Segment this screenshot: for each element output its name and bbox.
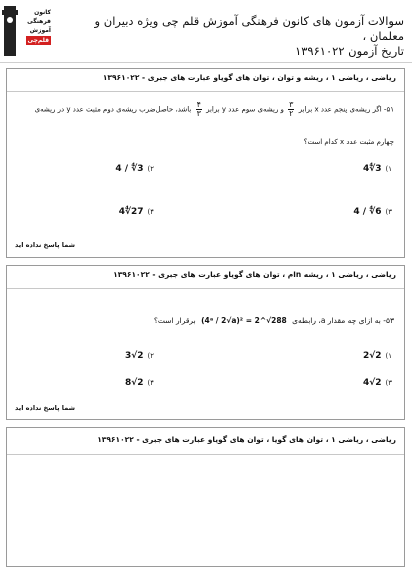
q53-text-b: برقرار است؟ <box>153 316 196 325</box>
question-topic-bar <box>7 69 404 92</box>
q53-expression: (4ᵃ / 2√a)² = 2^√288 <box>201 316 287 325</box>
logo-badge: قلم‌چی <box>27 37 49 44</box>
q53-text-a: ۵۳- به ازای چه مقدار a، رابطه‌ی <box>292 316 394 325</box>
frac-denominator: ۳ <box>196 109 201 118</box>
option-value: 4√2 <box>362 378 382 388</box>
option-number: ۴) <box>147 379 154 387</box>
page-title <box>64 14 404 59</box>
q51-fraction-2 <box>196 101 202 118</box>
logo-line-1: کانون <box>34 9 51 16</box>
q51-text-a: ۵۱- اگر ریشه‌ی پنجم عدد x برابر <box>298 105 394 114</box>
option-value: 4∜27 <box>118 207 144 217</box>
question-card-51 <box>6 68 405 258</box>
option-number: ۱) <box>385 352 392 360</box>
option-1[interactable] <box>363 351 392 361</box>
frac-numerator: ۳ <box>289 100 294 109</box>
option-value: 4∜3 <box>362 164 382 174</box>
question-text-line-2: چهارم مثبت عدد x کدام است؟ <box>303 138 394 146</box>
question-card-53 <box>6 265 405 420</box>
question-topic-bar <box>7 266 404 289</box>
q51-text-c: باشد، حاصل‌ضرب ریشه‌ی دوم مثبت عدد y در ریشه‌ی <box>34 105 192 114</box>
option-3[interactable] <box>363 378 392 388</box>
q51-fraction-1 <box>288 101 294 118</box>
option-number: ۳) <box>385 208 392 216</box>
question-text <box>154 316 394 326</box>
option-number: ۳) <box>385 379 392 387</box>
option-2[interactable] <box>115 164 154 174</box>
question-card-next <box>6 427 405 567</box>
q51-text-b: و ریشه‌ی سوم عدد y برابر <box>206 105 284 114</box>
question-topic: ریاضی ، ریاضی ۱ ، ریشه nام ، توان های گویاو عبارت های جبری - ۱۳۹۶۱۰۲۲ <box>113 270 396 279</box>
question-topic-bar <box>7 428 404 455</box>
option-4[interactable] <box>119 207 154 217</box>
option-value: 4 / ∜3 <box>115 164 144 174</box>
graduate-figure-icon <box>4 6 16 56</box>
option-number: ۲) <box>147 352 154 360</box>
header-divider <box>0 62 412 63</box>
option-value: 2√2 <box>362 351 382 361</box>
option-number: ۲) <box>147 165 154 173</box>
option-1[interactable] <box>363 164 392 174</box>
page-header <box>0 0 412 62</box>
exam-date: تاریخ آزمون ۱۳۹۶۱۰۲۲ <box>295 44 404 58</box>
option-4[interactable] <box>125 378 154 388</box>
option-3[interactable] <box>353 207 392 217</box>
question-text-line-1 <box>35 101 394 118</box>
logo-line-3: آموزش <box>29 27 51 34</box>
page-title-line-1: سوالات آزمون های کانون فرهنگی آموزش قلم چی ویژه دبیران و معلمان ، <box>94 14 404 43</box>
frac-numerator: ۴ <box>196 100 201 109</box>
option-number: ۴) <box>147 208 154 216</box>
option-value: 3√2 <box>124 351 144 361</box>
option-2[interactable] <box>125 351 154 361</box>
logo-line-2: فرهنگی <box>27 18 51 25</box>
question-topic: ریاضی ، ریاضی ۱ ، ریشه و توان ، توان های گویاو عبارت های جبری - ۱۳۹۶۱۰۲۲ <box>102 73 396 82</box>
no-answer-note: شما پاسخ نداده اید <box>15 241 75 249</box>
question-topic: ریاضی ، ریاضی ۱ ، توان های گویا ، توان های گویاو عبارت های جبری - ۱۳۹۶۱۰۲۲ <box>97 435 396 444</box>
option-value: 4 / ∜6 <box>353 207 382 217</box>
option-value: 8√2 <box>124 378 144 388</box>
no-answer-note: شما پاسخ نداده اید <box>15 404 75 412</box>
option-number: ۱) <box>385 165 392 173</box>
kanoon-logo <box>4 6 52 56</box>
frac-denominator: ۲ <box>289 109 294 118</box>
